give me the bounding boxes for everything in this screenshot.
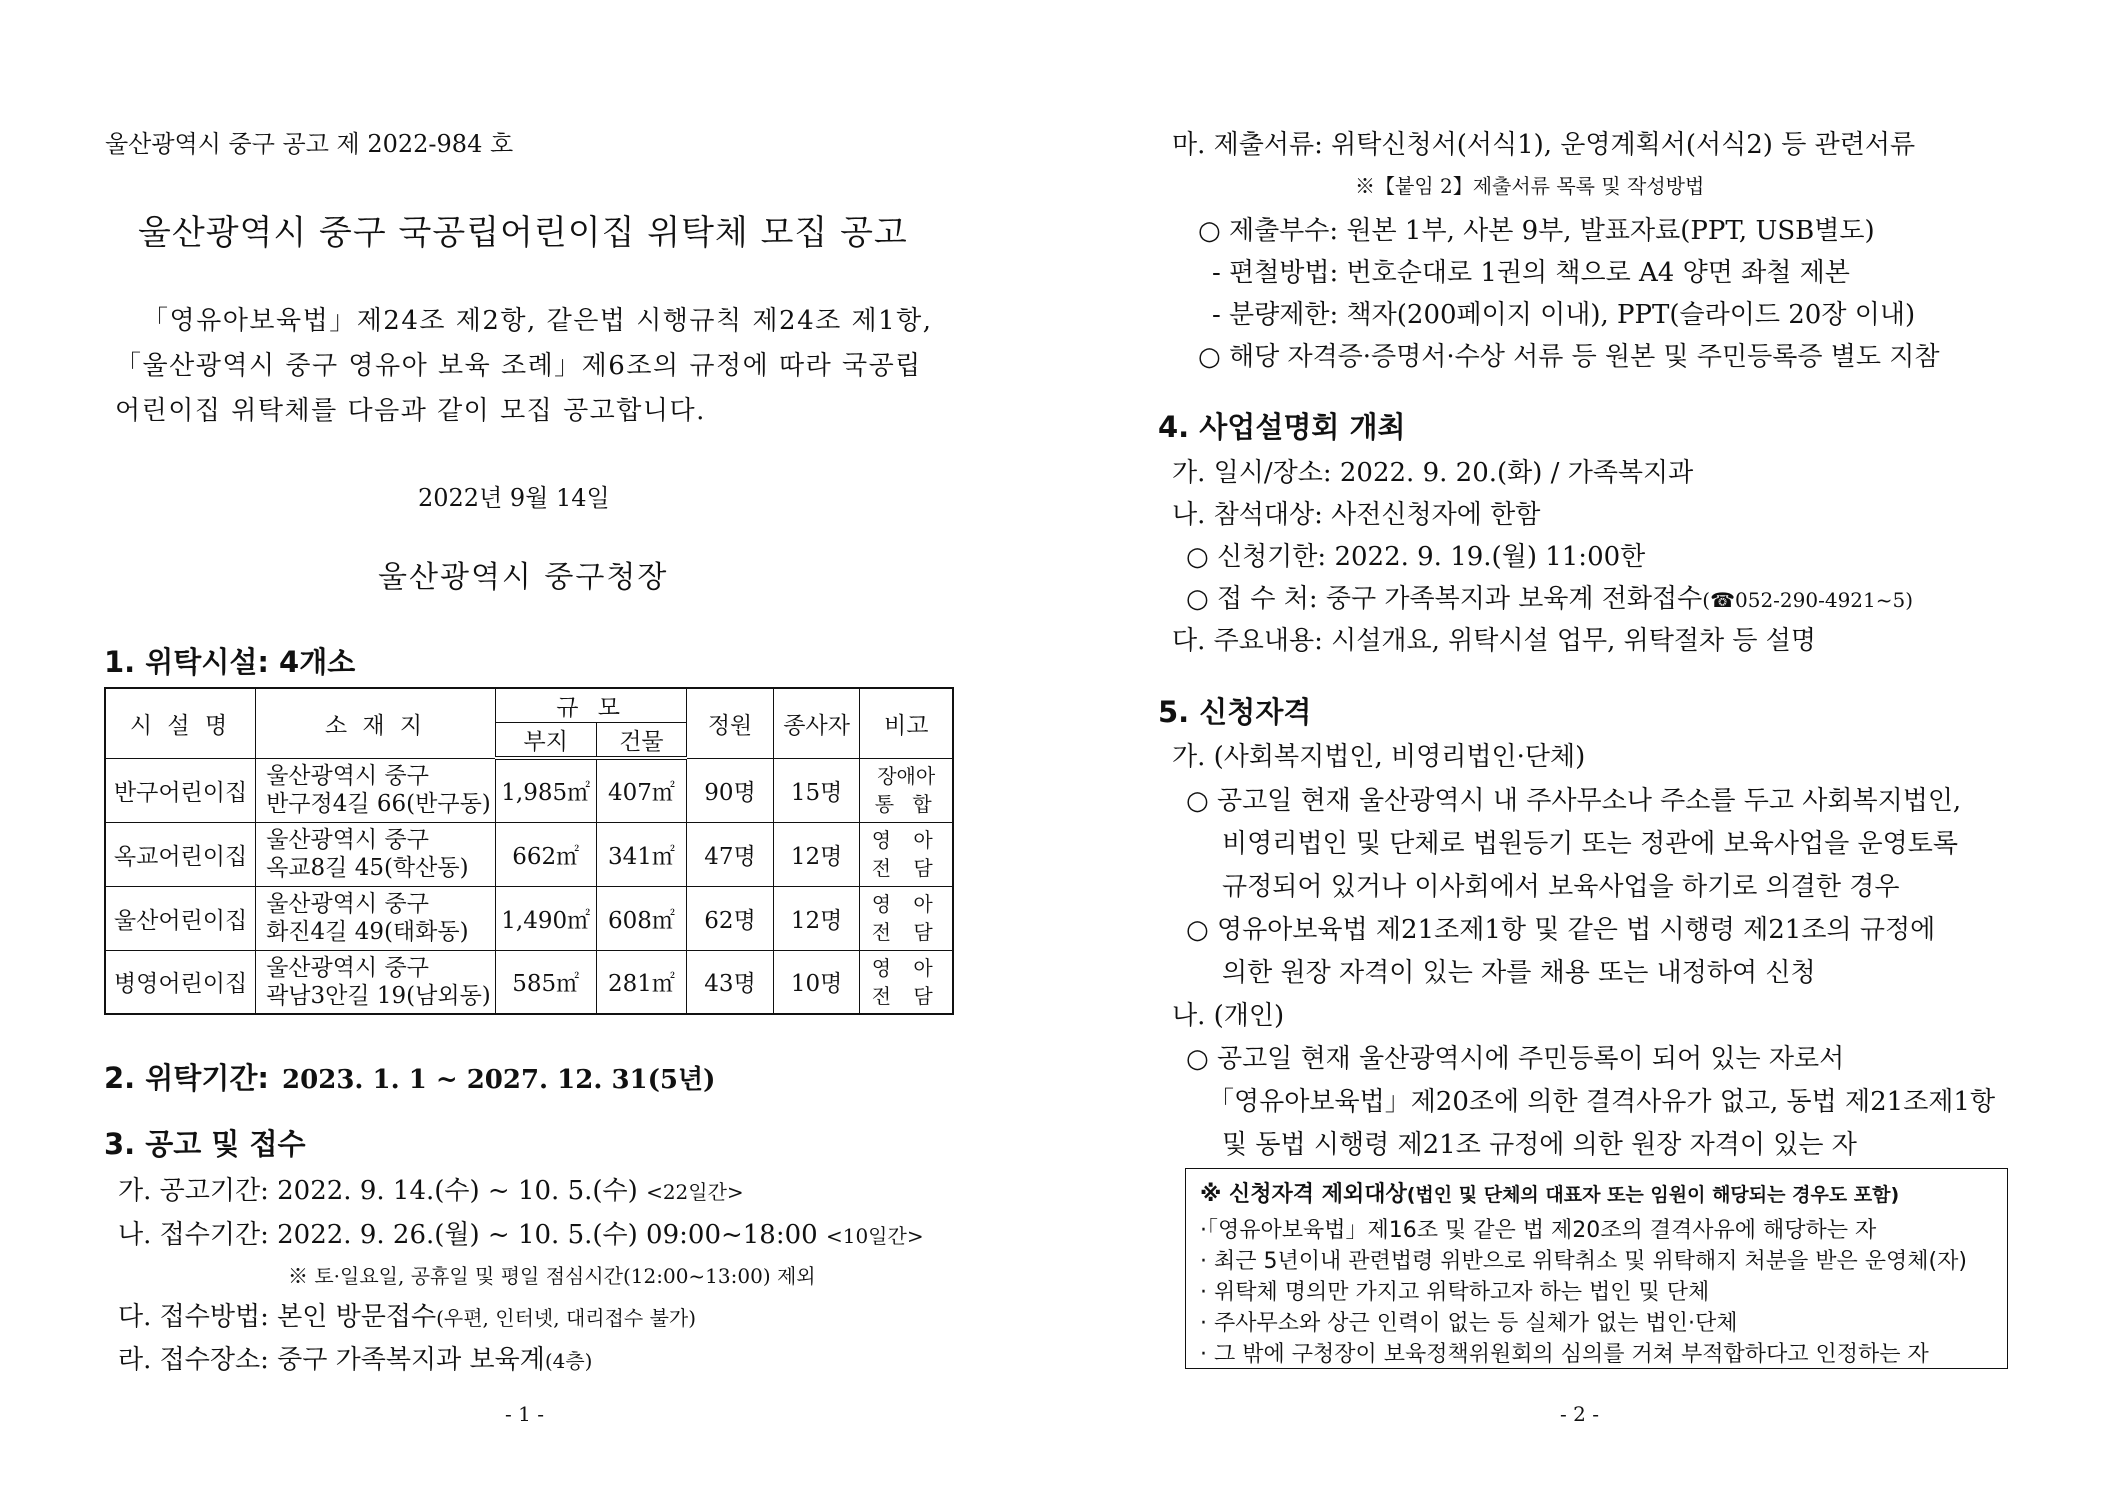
p2-binding: - 편철방법: 번호순대로 1권의 책으로 A4 양면 좌철 제본	[1212, 258, 1850, 288]
s3-da: 다. 접수방법: 본인 방문접수(우편, 인터넷, 대리접수 불가)	[118, 1302, 697, 1332]
s4-place: ○ 접 수 처: 중구 가족복지과 보육계 전화접수(☎052-290-4921~5)	[1186, 584, 1914, 614]
section-3-title: 3. 공고 및 접수	[104, 1127, 306, 1161]
page-title: 울산광역시 중구 국공립어린이집 위탁체 모집 공고	[138, 213, 908, 253]
s3-ra: 라. 접수장소: 중구 가족복지과 보육계(4층)	[118, 1345, 593, 1375]
cell-building: 407㎡	[596, 758, 687, 822]
cell-note: 영 아 전 담	[860, 950, 953, 1014]
s5-ga: 가. (사회복지법인, 비영리법인·단체)	[1172, 742, 1586, 772]
section-1-title: 1. 위탁시설: 4개소	[104, 645, 356, 679]
th-address: 소 재 지	[256, 688, 496, 758]
th-land: 부지	[495, 723, 596, 759]
table-row	[105, 950, 953, 1014]
s4-deadline: ○ 신청기한: 2022. 9. 19.(월) 11:00한	[1186, 542, 1646, 572]
cell-land: 585㎡	[495, 950, 596, 1014]
cell-staff: 12명	[773, 886, 860, 950]
p2-certs: ○ 해당 자격증·증명서·수상 서류 등 원본 및 주민등록증 별도 지참	[1198, 342, 1940, 372]
cell-note: 영 아 전 담	[860, 822, 953, 886]
cell-address: 울산광역시 중구 화진4길 49(태화동)	[256, 886, 496, 950]
s4-da: 다. 주요내용: 시설개요, 위탁시설 업무, 위탁절차 등 설명	[1172, 626, 1816, 656]
cell-name: 병영어린이집	[105, 950, 256, 1014]
cell-name: 반구어린이집	[105, 758, 256, 822]
th-staff: 종사자	[773, 688, 860, 758]
p2-ma-sub: ※【붙임 2】제출서류 목록 및 작성방법	[1355, 174, 1705, 198]
s5-na1-l1: ○ 공고일 현재 울산광역시에 주민등록이 되어 있는 자로서	[1186, 1044, 1845, 1074]
s3-na: 나. 접수기간: 2022. 9. 26.(월) ~ 10. 5.(수) 09:00~18:00 <10일간>	[118, 1220, 924, 1250]
issuer: 울산광역시 중구청장	[378, 560, 669, 595]
s5-na1-l2: 「영유아보육법」제20조에 의한 결격사유가 없고, 동법 제21조제1항	[1208, 1087, 1996, 1117]
cell-address: 울산광역시 중구 곽남3안길 19(남외동)	[256, 950, 496, 1014]
s5-ga2-l1: ○ 영유아보육법 제21조제1항 및 같은 법 시행령 제21조의 규정에	[1186, 915, 1936, 945]
p2-ma: 마. 제출서류: 위탁신청서(서식1), 운영계획서(서식2) 등 관련서류	[1172, 130, 1916, 160]
cell-name: 옥교어린이집	[105, 822, 256, 886]
cell-note: 영 아 전 담	[860, 886, 953, 950]
s3-ga: 가. 공고기간: 2022. 9. 14.(수) ~ 10. 5.(수) <22일간>	[118, 1176, 744, 1206]
s5-ga1-l3: 규정되어 있거나 이사회에서 보육사업을 하기로 의결한 경우	[1222, 872, 1900, 902]
section-2-label: 2. 위탁기간:	[104, 1061, 269, 1095]
cell-land: 1,985㎡	[495, 758, 596, 822]
s5-ga1-l1: ○ 공고일 현재 울산광역시 내 주사무소나 주소를 두고 사회복지법인,	[1186, 786, 1962, 816]
cell-note: 장애아 통 합	[860, 758, 953, 822]
exclusion-item: · 주사무소와 상근 인력이 없는 등 실체가 없는 법인·단체	[1200, 1311, 1738, 1336]
cell-staff: 10명	[773, 950, 860, 1014]
s3-na-sub: ※ 토·일요일, 공휴일 및 평일 점심시간(12:00~13:00) 제외	[288, 1264, 816, 1288]
s5-ga1-l2: 비영리법인 및 단체로 법원등기 또는 정관에 보육사업을 운영토록	[1222, 829, 1958, 859]
cell-name: 울산어린이집	[105, 886, 256, 950]
table-row	[105, 886, 953, 950]
th-name: 시 설 명	[105, 688, 256, 758]
cell-address: 울산광역시 중구 옥교8길 45(학산동)	[256, 822, 496, 886]
exclusion-box-title: ※ 신청자격 제외대상(법인 및 단체의 대표자 또는 임원이 해당되는 경우도 포함)	[1200, 1182, 1900, 1207]
exclusion-box	[1185, 1168, 2008, 1369]
cell-land: 662㎡	[495, 822, 596, 886]
cell-staff: 12명	[773, 822, 860, 886]
exclusion-item: · 위탁체 명의만 가지고 위탁하고자 하는 법인 및 단체	[1200, 1280, 1710, 1305]
th-note: 비고	[860, 688, 953, 758]
section-4-title: 4. 사업설명회 개최	[1158, 410, 1406, 444]
facility-table	[104, 687, 954, 1015]
th-capacity: 정원	[687, 688, 774, 758]
intro-line-1: 「영유아보육법」제24조 제2항, 같은법 시행규칙 제24조 제1항,	[142, 306, 933, 336]
cell-capacity: 62명	[687, 886, 774, 950]
exclusion-item: · 그 밖에 구청장이 보육정책위원회의 심의를 거쳐 부적합하다고 인정하는 자	[1200, 1342, 1929, 1367]
section-2-value: 2023. 1. 1 ~ 2027. 12. 31(5년)	[282, 1065, 716, 1095]
th-scale: 규 모	[495, 688, 686, 723]
s4-na: 나. 참석대상: 사전신청자에 한함	[1172, 500, 1541, 530]
page-number-2: - 2 -	[1560, 1402, 1599, 1426]
table-row	[105, 822, 953, 886]
notice-date: 2022년 9월 14일	[418, 484, 610, 512]
cell-capacity: 43명	[687, 950, 774, 1014]
p2-volume: - 분량제한: 책자(200페이지 이내), PPT(슬라이드 20장 이내)	[1212, 300, 1916, 330]
s4-ga: 가. 일시/장소: 2022. 9. 20.(화) / 가족복지과	[1172, 458, 1694, 488]
cell-building: 281㎡	[596, 950, 687, 1014]
cell-capacity: 90명	[687, 758, 774, 822]
p2-copies: ○ 제출부수: 원본 1부, 사본 9부, 발표자료(PPT, USB별도)	[1198, 216, 1875, 246]
page-number-1: - 1 -	[505, 1402, 544, 1426]
cell-building: 341㎡	[596, 822, 687, 886]
exclusion-item: ·「영유아보육법」제16조 및 같은 법 제20조의 결격사유에 해당하는 자	[1200, 1218, 1877, 1243]
s5-na: 나. (개인)	[1172, 1001, 1285, 1031]
section-2	[104, 1056, 715, 1097]
section-5-title: 5. 신청자격	[1158, 695, 1312, 729]
cell-land: 1,490㎡	[495, 886, 596, 950]
table-row	[105, 758, 953, 822]
cell-staff: 15명	[773, 758, 860, 822]
s5-ga2-l2: 의한 원장 자격이 있는 자를 채용 또는 내정하여 신청	[1222, 958, 1816, 988]
exclusion-item: · 최근 5년이내 관련법령 위반으로 위탁취소 및 위탁해지 처분을 받은 운영체(자)	[1200, 1249, 1967, 1274]
intro-line-2: 「울산광역시 중구 영유아 보육 조례」제6조의 규정에 따라 국공립	[115, 351, 922, 381]
cell-capacity: 47명	[687, 822, 774, 886]
notice-number: 울산광역시 중구 공고 제 2022-984 호	[105, 130, 514, 158]
cell-building: 608㎡	[596, 886, 687, 950]
intro-line-3: 어린이집 위탁체를 다음과 같이 모집 공고합니다.	[115, 396, 706, 426]
th-building: 건물	[596, 723, 687, 759]
s5-na1-l3: 및 동법 시행령 제21조 규정에 의한 원장 자격이 있는 자	[1222, 1130, 1857, 1160]
cell-address: 울산광역시 중구 반구정4길 66(반구동)	[256, 758, 496, 822]
